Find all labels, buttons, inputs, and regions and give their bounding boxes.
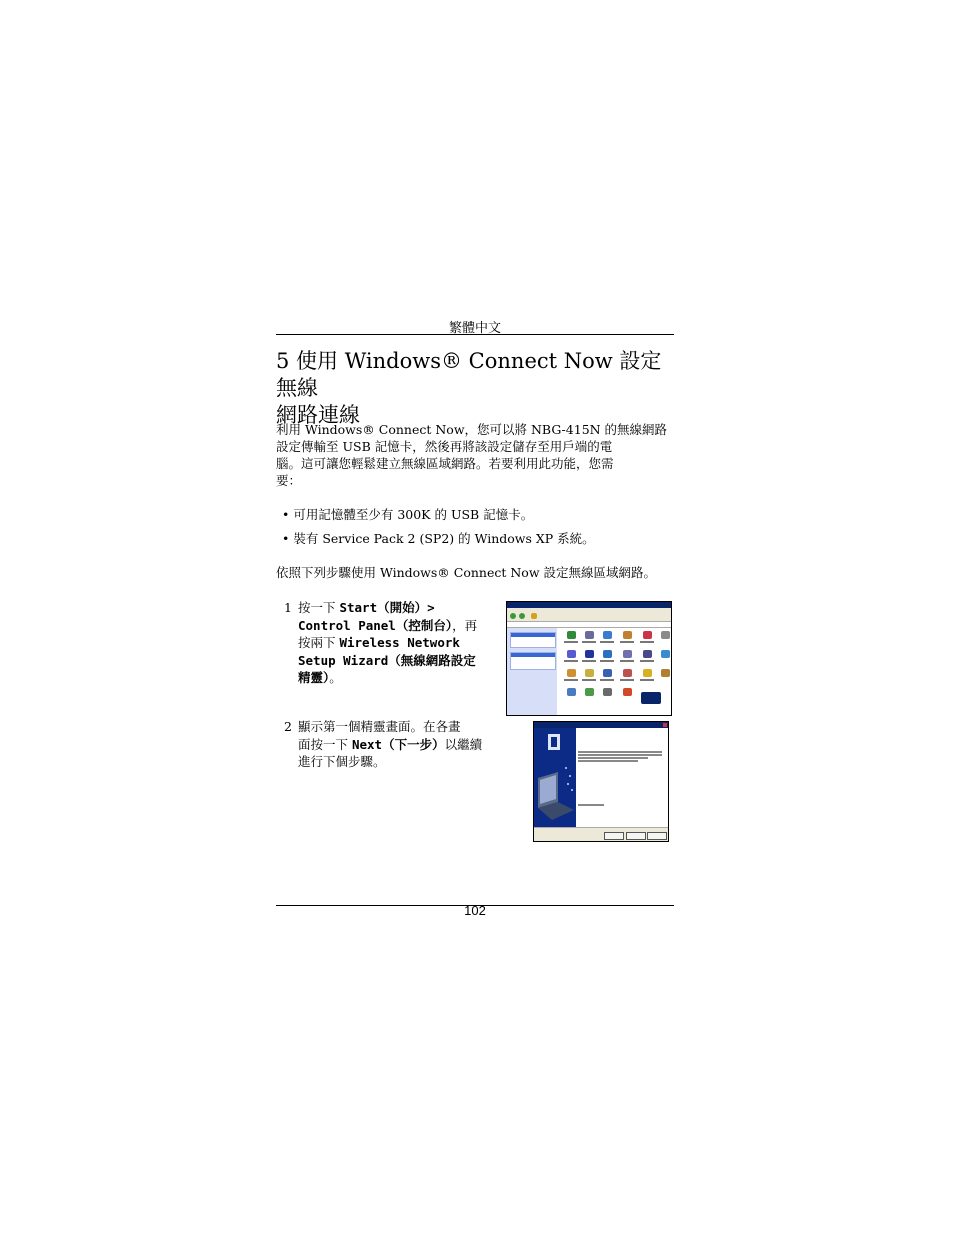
- control-panel-icon: [567, 688, 576, 696]
- control-panel-icon: [603, 631, 612, 639]
- step-number: 1: [284, 600, 292, 615]
- laptop-illustration: [534, 728, 576, 827]
- step-ui-label: Wireless Network: [339, 635, 460, 650]
- close-icon: [663, 723, 667, 727]
- wizard-text-line: [578, 754, 662, 756]
- step-ui-label: 精靈）: [298, 670, 330, 685]
- control-panel-icon: [643, 650, 652, 658]
- list-item: • 可用記憶體至少有 300K 的 USB 記憶卡。: [282, 507, 534, 522]
- control-panel-icon: [623, 631, 632, 639]
- step-text: 以繼續: [444, 736, 483, 752]
- task-box: [510, 652, 556, 670]
- control-panel-icon: [623, 669, 632, 677]
- wizard-screenshot: [533, 721, 669, 842]
- requirements-list: [282, 506, 682, 554]
- control-panel-icon: [585, 631, 594, 639]
- cancel-button: [647, 832, 667, 840]
- header-rule: [276, 334, 674, 335]
- wizard-text-line: [578, 751, 662, 753]
- control-panel-icon: [585, 688, 594, 696]
- control-panel-icon: [567, 631, 576, 639]
- task-pane: [507, 628, 557, 715]
- control-panel-icon: [603, 669, 612, 677]
- control-panel-icon: [661, 650, 670, 658]
- step-text: 按一下: [298, 600, 340, 615]
- step-ui-label: Setup Wizard（無線網路設定: [298, 652, 476, 668]
- wizard-banner: [534, 728, 576, 827]
- step-text: 顯示第一個精靈畫面。在各畫: [298, 719, 461, 734]
- list-item: • 裝有 Service Pack 2 (SP2) 的 Windows XP 系統。: [282, 531, 595, 546]
- intro-line: 設定傳輸至 USB 記憶卡，然後再將該設定儲存至用戶端的電: [276, 439, 613, 454]
- intro-paragraph: [276, 421, 676, 489]
- control-panel-screenshot: [506, 601, 672, 716]
- control-panel-icons: [561, 628, 671, 715]
- back-icon: [510, 613, 516, 619]
- step-ui-label: Next（下一步）: [351, 736, 445, 752]
- control-panel-icon: [661, 631, 670, 639]
- step-2-text: [298, 718, 482, 771]
- folder-icon: [531, 613, 537, 619]
- control-panel-icon: [603, 650, 612, 658]
- wizard-text-line: [578, 760, 638, 762]
- control-panel-icon: [643, 631, 652, 639]
- wireless-network-setup-icon-selected: [641, 692, 661, 704]
- intro-line: 要：: [276, 473, 302, 488]
- next-button: [626, 832, 646, 840]
- step-text: 按兩下: [298, 635, 340, 650]
- step-text: ，再: [452, 617, 478, 633]
- control-panel-icon: [643, 669, 652, 677]
- page-number: 102: [464, 903, 486, 918]
- window-toolbar: [507, 612, 671, 622]
- header-language: 繁體中文: [448, 321, 501, 336]
- control-panel-icon: [585, 650, 594, 658]
- section-title-line1: 5 使用 Windows® Connect Now 設定無線: [276, 349, 662, 400]
- step-ui-label: Control Panel（控制台）: [298, 617, 453, 633]
- step-text: 進行下個步驟。: [298, 754, 386, 769]
- control-panel-icon: [585, 669, 594, 677]
- step-text: 。: [329, 670, 342, 685]
- step-number: 2: [284, 719, 292, 734]
- task-box: [510, 632, 556, 648]
- control-panel-icon: [603, 688, 612, 696]
- section-title-line2: 網路連線: [276, 403, 360, 427]
- step-text: 面按一下: [298, 736, 352, 752]
- step-1: [284, 599, 504, 689]
- step-1-text: [298, 599, 477, 687]
- wizard-button-bar: [534, 827, 668, 842]
- forward-icon: [519, 613, 525, 619]
- control-panel-icon: [661, 669, 670, 677]
- wizard-text-line: [578, 757, 648, 759]
- intro-line: 腦。這可讓您輕鬆建立無線區域網路。若要利用此功能，您需: [276, 456, 614, 471]
- intro-line: 利用 Windows® Connect Now，您可以將 NBG-415N 的無線網路: [276, 422, 668, 437]
- back-button: [604, 832, 624, 840]
- wizard-content: [576, 728, 668, 827]
- step-2: [284, 718, 524, 778]
- wizard-text-line: [578, 804, 604, 806]
- control-panel-icon: [567, 669, 576, 677]
- section-title: [276, 348, 676, 429]
- control-panel-icon: [567, 650, 576, 658]
- step-ui-label: Start（開始）>: [339, 600, 435, 615]
- control-panel-icon: [623, 650, 632, 658]
- steps-intro: 依照下列步驟使用 Windows® Connect Now 設定無線區域網路。: [276, 565, 656, 580]
- control-panel-icon: [623, 688, 632, 696]
